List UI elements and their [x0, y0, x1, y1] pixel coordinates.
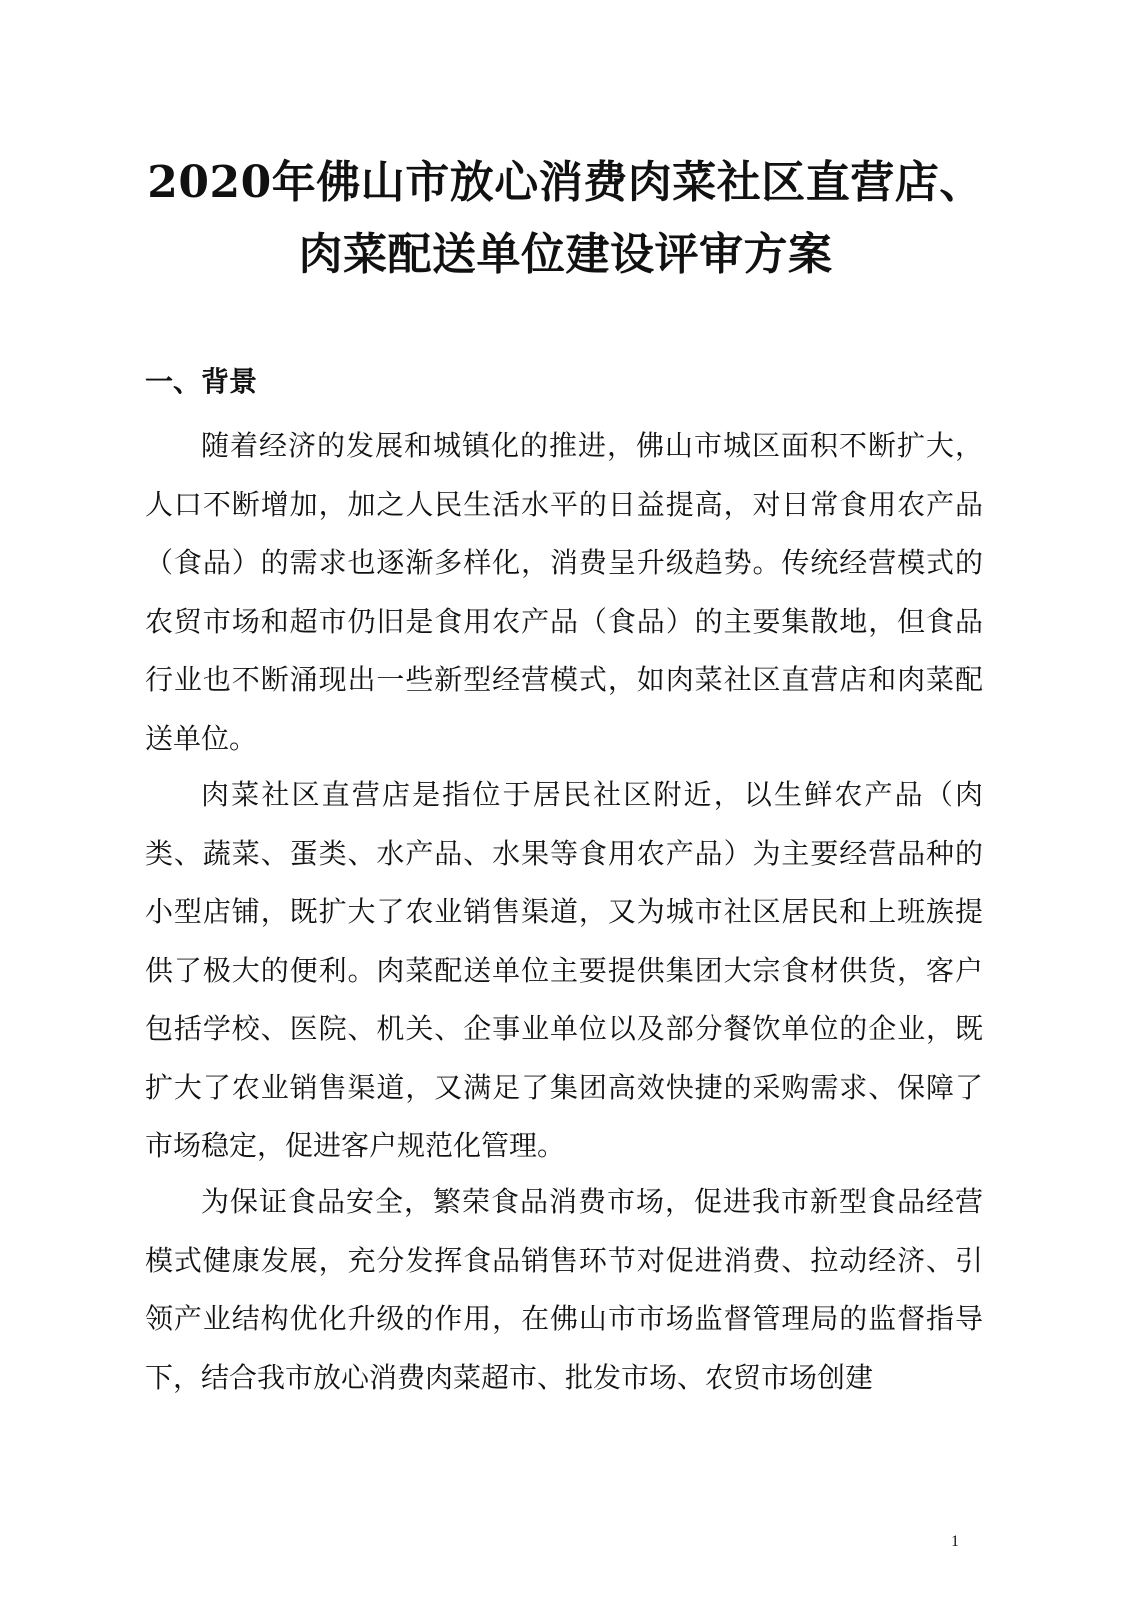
document-title-line-2: 肉菜配送单位建设评审方案: [298, 229, 833, 280]
document-title-line-1: 2020年佛山市放心消费肉菜社区直营店、: [147, 157, 984, 208]
paragraph-2: 肉菜社区直营店是指位于居民社区附近，以生鲜农产品（肉类、蔬菜、蛋类、水产品、水果等食用农产品）为主要经营品种的小型店铺，既扩大了农业销售渠道，又为城市社区居民和上班族提供了极大的便利。肉菜配送单位主要提供集团大宗食材供货，客户包括学校、医院、机关、企事业单位以及部分餐饮单位的企业，既扩大了农业销售渠道，又满足了集团高效快捷的采购需求、保障了市场稳定，促进客户规范化管理。: [145, 778, 983, 1162]
page-number: 1: [951, 1533, 959, 1550]
section-heading-background: 一、背景: [145, 365, 258, 398]
paragraph-1: 随着经济的发展和城镇化的推进，佛山市城区面积不断扩大，人口不断增加，加之人民生活水平的日益提高，对日常食用农产品（食品）的需求也逐渐多样化，消费呈升级趋势。传统经营模式的农贸市场和超市仍旧是食用农产品（食品）的主要集散地，但食品行业也不断涌现出一些新型经营模式，如肉菜社区直营店和肉菜配送单位。: [145, 429, 983, 755]
paragraph-3: 为保证食品安全，繁荣食品消费市场，促进我市新型食品经营模式健康发展，充分发挥食品销售环节对促进消费、拉动经济、引领产业结构优化升级的作用，在佛山市市场监督管理局的监督指导下，结合我市放心消费肉菜超市、批发市场、农贸市场创建: [145, 1185, 983, 1394]
